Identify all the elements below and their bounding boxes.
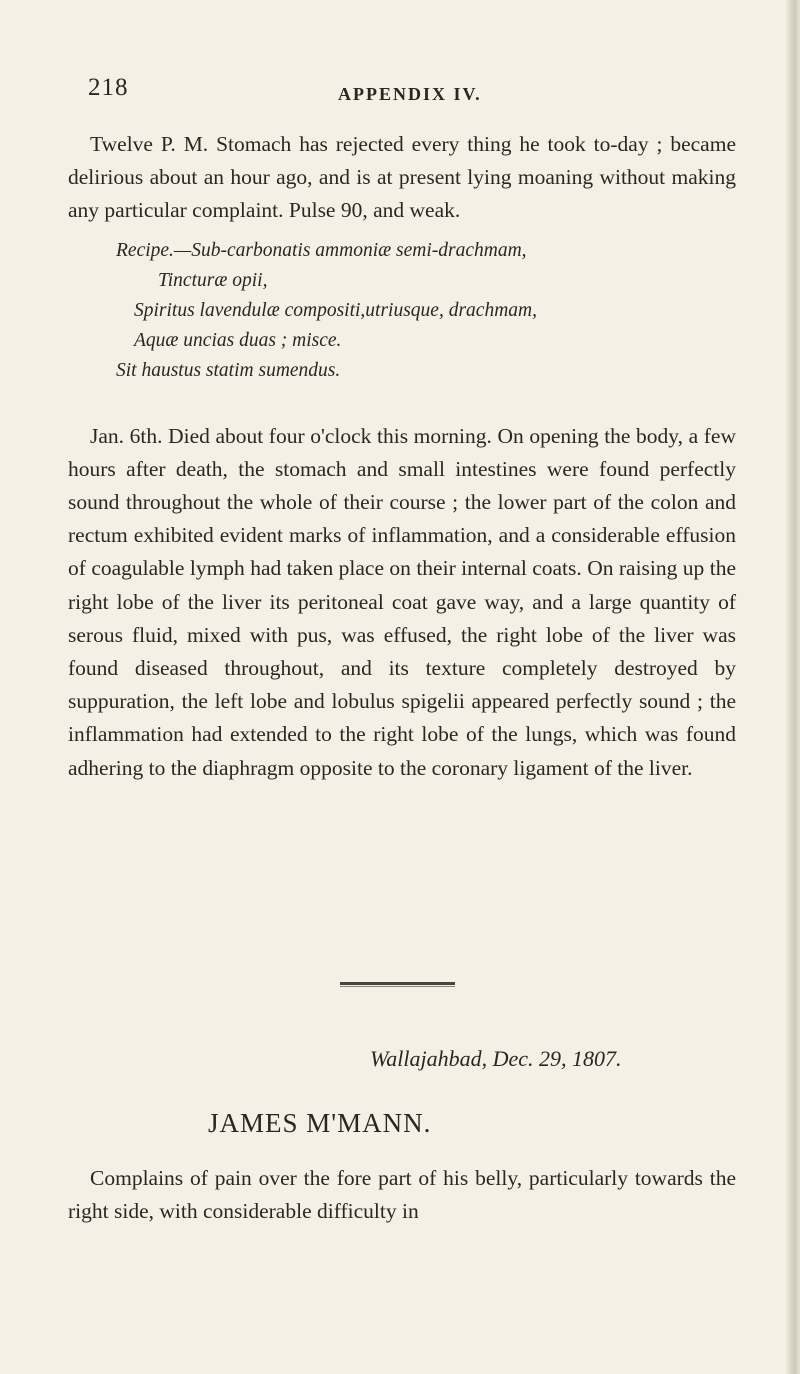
- page-edge: [786, 0, 800, 1374]
- recipe-line: Recipe.—Sub-carbonatis ammoniæ semi-drachmam,: [116, 239, 527, 261]
- dateline: Wallajahbad, Dec. 29, 1807.: [370, 1046, 622, 1071]
- recipe-block: [68, 236, 736, 386]
- paragraph-complains: Complains of pain over the fore part of his belly, particularly towards the right side, with considerable difficulty in: [68, 1166, 736, 1224]
- page-number: 218: [88, 74, 129, 101]
- final-text: [68, 1162, 736, 1228]
- section-rule-thin: [340, 986, 455, 987]
- main-text: [68, 128, 736, 785]
- recipe-line: Aquæ uncias duas ; misce.: [134, 329, 342, 351]
- case-name: JAMES M'MANN.: [208, 1108, 432, 1138]
- recipe-line: Spiritus lavendulæ compositi,utriusque, drachmam,: [134, 299, 537, 321]
- running-head: APPENDIX IV.: [338, 84, 482, 104]
- recipe-line: Tincturæ opii,: [158, 269, 268, 291]
- paragraph-twelve-pm: Twelve P. M. Stomach has rejected every thing he took to-day ; became delirious about an hour ago, and is at present lying moaning without making any particular complaint. Pulse 90, and weak.: [68, 132, 736, 223]
- recipe-line: Sit haustus statim sumendus.: [116, 359, 341, 381]
- section-rule: [340, 982, 455, 985]
- paragraph-jan-6th: Jan. 6th. Died about four o'clock this morning. On opening the body, a few hours after death, the stomach and small intestines were found perfectly sound throughout the whole of their course ; the lower part of the colon and rectum exhibited evident marks of inflammation, and a considerable effusion of coagulable lymph had taken place on their internal coats. On raising up the right lobe of the liver its peritoneal coat gave way, and a large quantity of serous fluid, mixed with pus, was effused, the right lobe of the liver was found diseased throughout, and its texture completely destroyed by suppuration, the left lobe and lobulus spigelii appeared perfectly sound ; the inflammation had extended to the right lobe of the lungs, which was found adhering to the diaphragm opposite to the coronary ligament of the liver.: [68, 423, 736, 780]
